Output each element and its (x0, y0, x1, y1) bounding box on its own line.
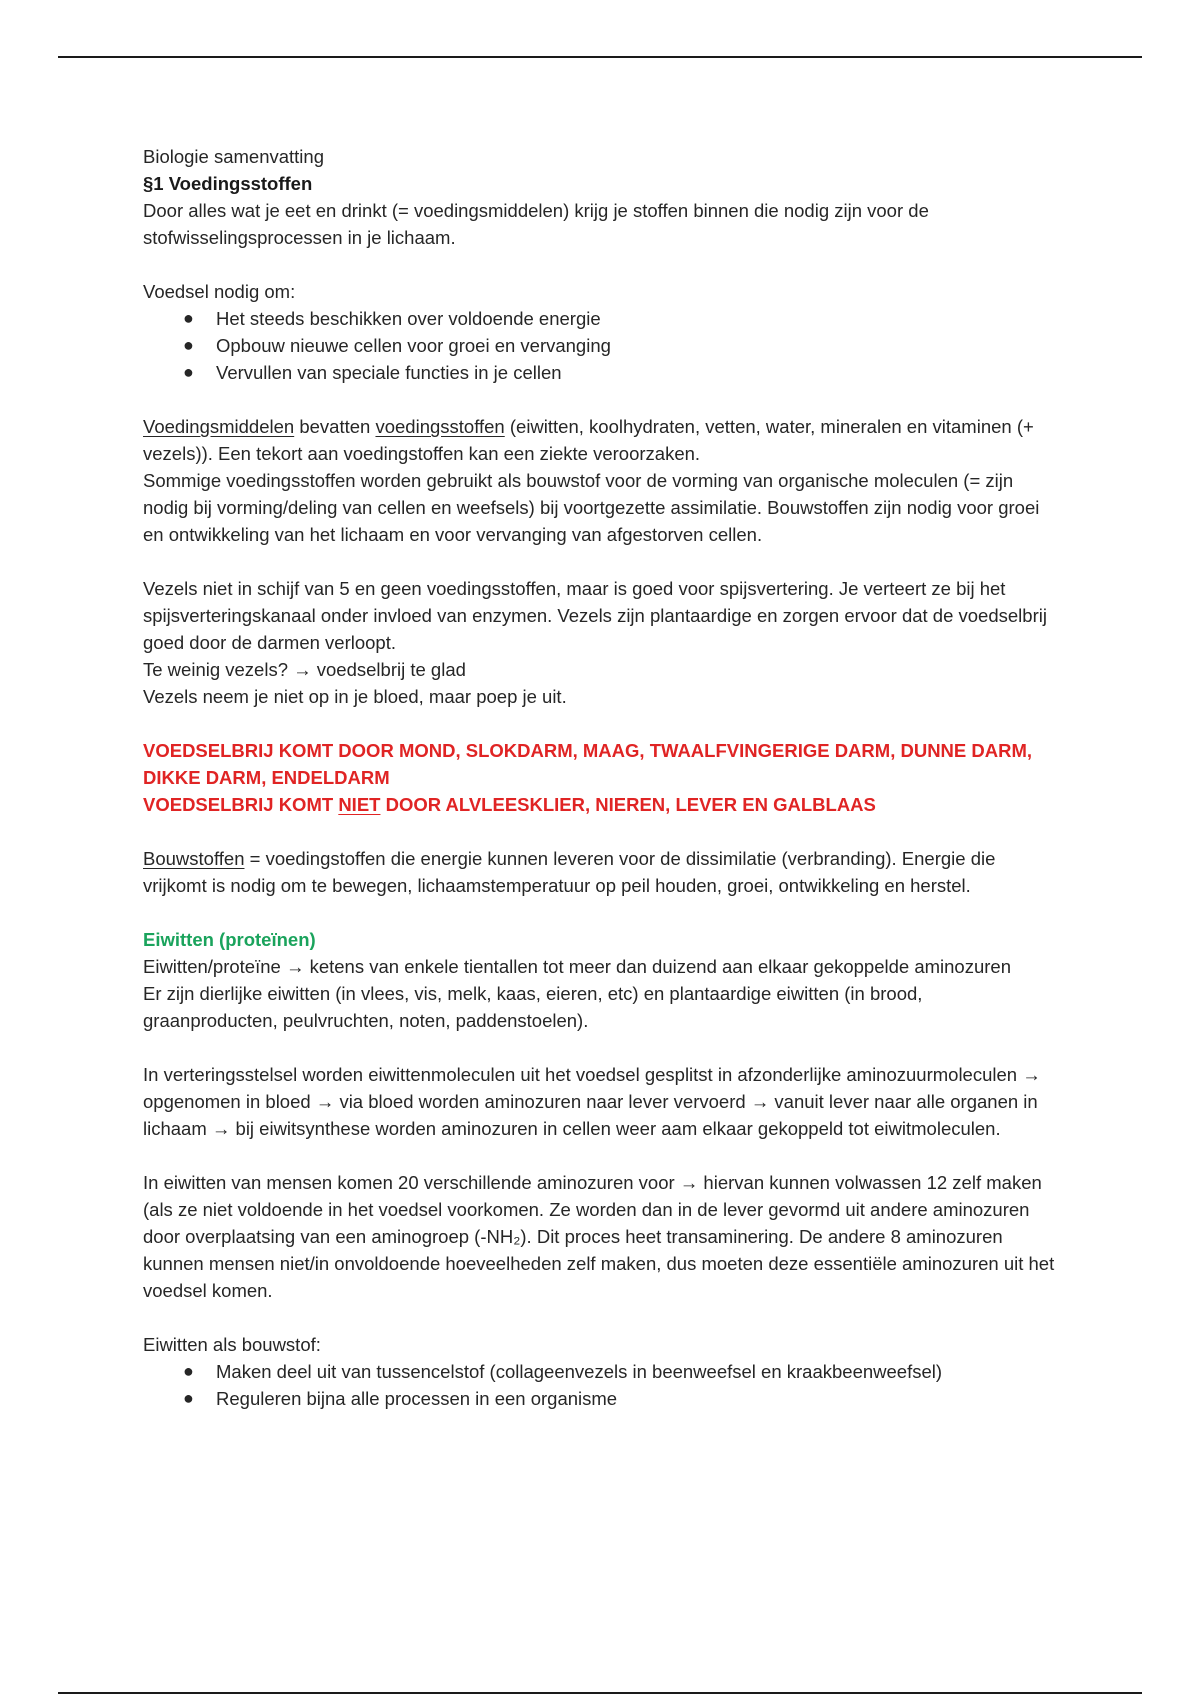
bullet-icon: ● (183, 308, 194, 328)
term-voedingsmiddelen: Voedingsmiddelen (143, 416, 295, 437)
eiwitten-heading: Eiwitten (proteïnen) (143, 929, 316, 950)
document-body (143, 143, 1061, 1412)
eiwitten-bouwstof-list (143, 1358, 1061, 1412)
red-note-route: VOEDSELBRIJ KOMT DOOR MOND, SLOKDARM, MAAG, TWAALFVINGERIGE DARM, DUNNE DARM, DIKKE DARM, ENDELDARM (143, 740, 1033, 788)
food-needed-list (143, 305, 1061, 386)
emphasis-niet: NIET (338, 794, 381, 815)
fibers-line: Te weinig vezels? → voedselbrij te glad (143, 659, 466, 680)
section-heading: §1 Voedingsstoffen (143, 173, 313, 194)
fibers-line: Vezels neem je niet op in je bloed, maar poep je uit. (143, 686, 567, 707)
eiwitten-paragraph: In verteringsstelsel worden eiwittenmoleculen uit het voedsel gesplitst in afzonderlijke aminozuurmoleculen → opgenomen in bloed → via bloed worden aminozuren naar lever vervoerd → vanuit lever naar alle organen in lichaam → bij eiwitsynthese worden aminozuren in cellen weer aam elkaar gekoppeld tot eiwitmoleculen. (143, 1064, 1041, 1139)
bullet-icon: ● (183, 362, 194, 382)
term-bouwstoffen: Bouwstoffen (143, 848, 245, 869)
list-item: ● Vervullen van speciale functies in je cellen (143, 359, 1061, 386)
bouwstoffen-paragraph: Bouwstoffen = voedingstoffen die energie kunnen leveren voor de dissimilatie (verbranding). Energie die vrijkomt is nodig om te bewegen, lichaamstemperatuur op peil houden, groei, ontwikkeling en herstel. (143, 848, 996, 896)
bullet-icon: ● (183, 335, 194, 355)
eiwitten-paragraph: Er zijn dierlijke eiwitten (in vlees, vis, melk, kaas, eieren, etc) en plantaardige eiwitten (in brood, graanproducten, peulvruchten, noten, paddenstoelen). (143, 983, 923, 1031)
list-item: ● Opbouw nieuwe cellen voor groei en vervanging (143, 332, 1061, 359)
nutrients-paragraph: Voedingsmiddelen bevatten voedingsstoffen (eiwitten, koolhydraten, vetten, water, mineralen en vitaminen (+ vezels)). Een tekort aan voedingstoffen kan een ziekte veroorzaken. (143, 416, 1034, 464)
bullet-icon: ● (183, 1361, 194, 1381)
intro-paragraph: Door alles wat je eet en drinkt (= voedingsmiddelen) krijg je stoffen binnen die nodig zijn voor de stofwisselingsprocessen in je lichaam. (143, 200, 929, 248)
fibers-paragraph: Vezels niet in schijf van 5 en geen voedingsstoffen, maar is goed voor spijsvertering. Je verteert ze bij het spijsverteringskanaal onder invloed van enzymen. Vezels zijn plantaardige en zorgen ervoor dat de voedselbrij goed door de darmen verloopt. (143, 578, 1047, 653)
term-voedingsstoffen: voedingsstoffen (375, 416, 505, 437)
top-rule (58, 56, 1142, 58)
list-item: ● Het steeds beschikken over voldoende energie (143, 305, 1061, 332)
eiwitten-paragraph: In eiwitten van mensen komen 20 verschillende aminozuren voor → hiervan kunnen volwassen 12 zelf maken (als ze niet voldoende in het voedsel voorkomen. Ze worden dan in de lever gevormd uit andere aminozuren door overplaatsing van een aminogroep (-NH₂). Dit proces heet transaminering. De andere 8 aminozuren kunnen mensen niet/in onvoldoende hoeveelheden zelf maken, dus moeten deze essentiële aminozuren uit het voedsel komen. (143, 1172, 1055, 1301)
list-item: ● Reguleren bijna alle processen in een organisme (143, 1385, 1061, 1412)
eiwitten-paragraph: Eiwitten/proteïne → ketens van enkele tientallen tot meer dan duizend aan elkaar gekoppelde aminozuren (143, 956, 1012, 977)
list-item: ● Maken deel uit van tussencelstof (collageenvezels in beenweefsel en kraakbeenweefsel) (143, 1358, 1061, 1385)
red-note-not-route: VOEDSELBRIJ KOMT NIET DOOR ALVLEESKLIER, NIEREN, LEVER EN GALBLAAS (143, 794, 876, 815)
eiwitten-bouwstof-heading: Eiwitten als bouwstof: (143, 1334, 321, 1355)
food-needed-heading: Voedsel nodig om: (143, 281, 296, 302)
doc-title: Biologie samenvatting (143, 146, 324, 167)
bouwstof-paragraph: Sommige voedingsstoffen worden gebruikt als bouwstof voor de vorming van organische moleculen (= zijn nodig bij vorming/deling van cellen en weefsels) bij voortgezette assimilatie. Bouwstoffen zijn nodig voor groei en ontwikkeling van het lichaam en voor vervanging van afgestorven cellen. (143, 470, 1040, 545)
bullet-icon: ● (183, 1388, 194, 1408)
bottom-rule (58, 1692, 1142, 1694)
